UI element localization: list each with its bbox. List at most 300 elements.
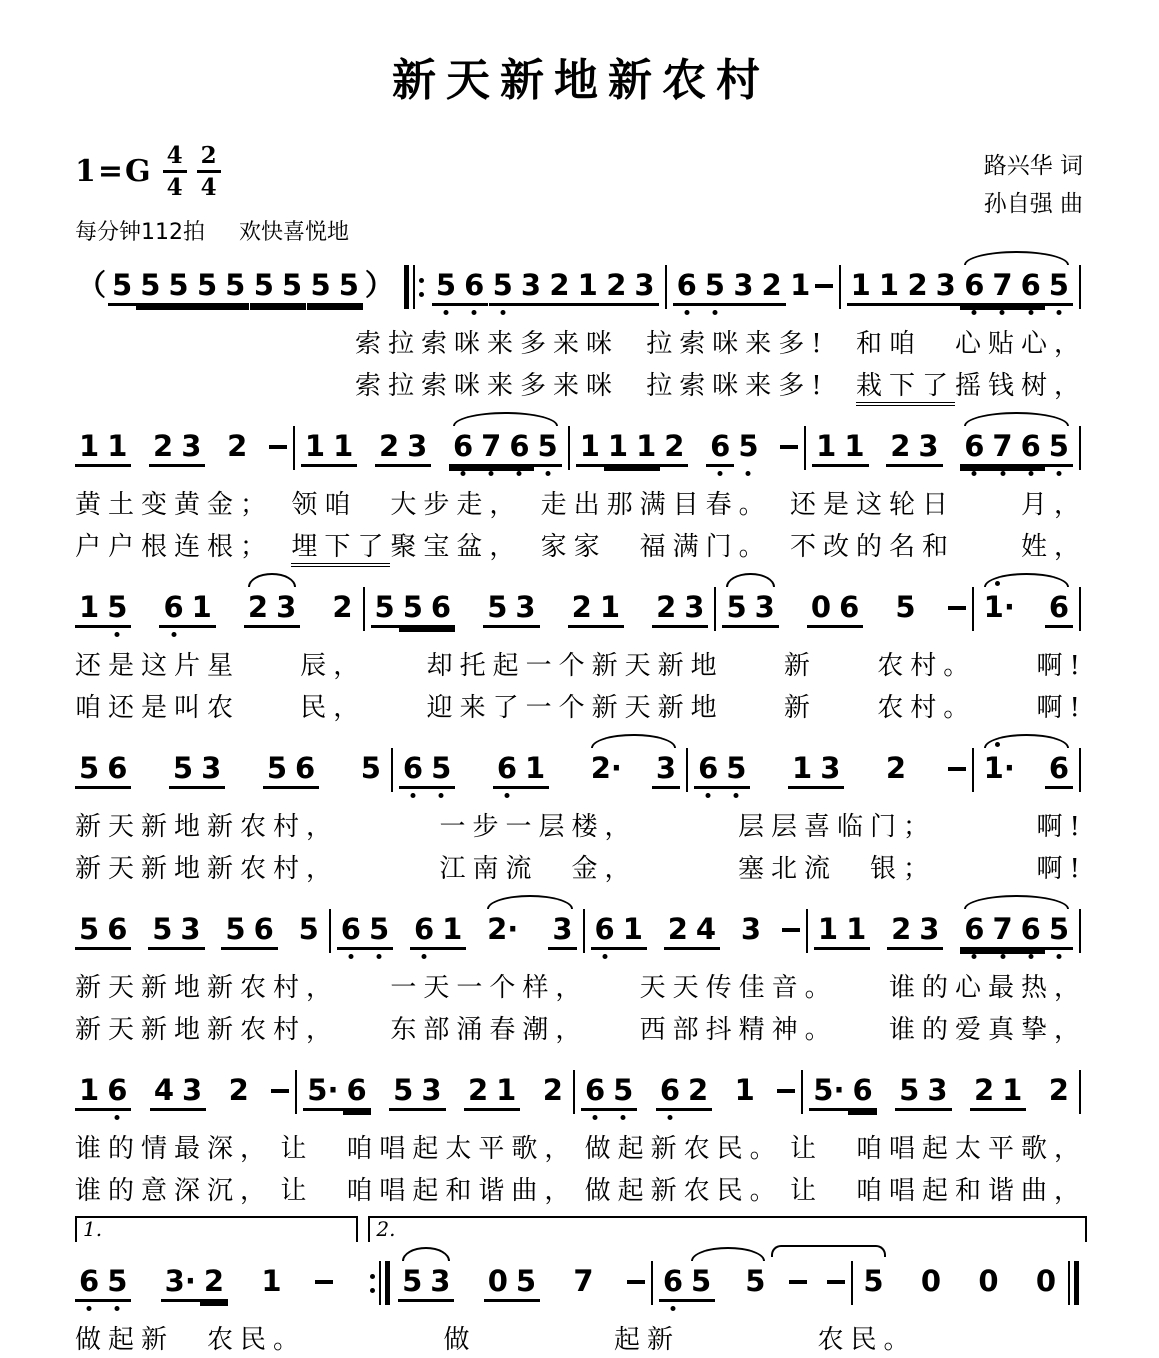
lyric-segment: 新天新地新农村， (75, 1014, 340, 1045)
note: 1 (632, 428, 660, 467)
note: 5 (432, 267, 460, 306)
barline (568, 426, 570, 470)
system-3 (75, 572, 1087, 726)
barline (293, 426, 295, 470)
note: 6 (1045, 750, 1073, 789)
note: 2 (970, 1072, 998, 1111)
barline (391, 748, 393, 792)
lyric-segment: 做起新农民。 (584, 1175, 783, 1206)
lyric-segment: 却托起一个新天新地 (426, 650, 724, 681)
note: 2 (886, 428, 914, 467)
lyric-segment: 栽下了摇钱树， (856, 365, 1087, 402)
note: 5 (75, 911, 103, 950)
lyric-segment: 还是这轮日 月， (789, 489, 1087, 520)
repeat-dot (370, 1288, 375, 1293)
duration-dash (315, 1280, 333, 1284)
tempo-marking: 每分钟112拍 (75, 220, 205, 245)
lyric-segment: 谁的心最热， (888, 972, 1087, 1003)
note: 5 (512, 1263, 540, 1302)
key-signature: 1=G (75, 154, 153, 189)
note: 6 (1017, 267, 1045, 306)
lyric-segment: 谁的爱真挚， (888, 1014, 1087, 1045)
notes-row (75, 250, 1087, 320)
note: 0 (920, 1264, 942, 1298)
barline (1079, 1070, 1081, 1114)
note: 5 (734, 428, 762, 464)
lyric-segment: 谁的情最深， (75, 1133, 274, 1164)
note: 2 (545, 267, 573, 306)
slur-group (483, 911, 576, 950)
thin-bar (1068, 1261, 1070, 1305)
system-7 (75, 1216, 1087, 1358)
note: 6 (835, 589, 863, 628)
lyric-segment: 让 咱唱起和谐曲， (280, 1175, 578, 1206)
notes-row (75, 733, 1087, 803)
note: 5 (534, 428, 562, 467)
note: 6 (103, 750, 131, 789)
note: 1 (596, 589, 624, 628)
lyric-segment: 起新 (613, 1324, 680, 1355)
lyric-segment: 啊! (1036, 692, 1087, 723)
slur-group (960, 267, 1073, 306)
note: 1 (75, 589, 103, 628)
lyric-line-1 (355, 320, 1087, 362)
note: 1 (812, 428, 840, 467)
note: 1 (103, 428, 131, 467)
note: 5 (298, 912, 319, 946)
lyric-segment: 新 (783, 692, 817, 723)
lyric-segment: 新天新地新农村， (75, 853, 340, 884)
note: 6 (250, 911, 278, 950)
note: 3 (426, 1263, 454, 1302)
lyric-segment: 农村。 (877, 650, 977, 681)
note: 2 (228, 1073, 249, 1107)
note: 5 (722, 750, 750, 789)
note: 6 (291, 750, 319, 789)
system-1 (75, 250, 1087, 404)
tempo-row (75, 215, 1087, 246)
lyric-segment: 领咱 大步走， (291, 489, 523, 520)
note: 1 (875, 267, 903, 306)
note: 0 (1035, 1264, 1057, 1298)
system-6 (75, 1055, 1087, 1209)
note: 5 (1045, 911, 1073, 950)
note: 3 (517, 267, 545, 306)
note: 0 (807, 589, 835, 628)
lyric-segment: 新天新地新农村， (75, 811, 340, 842)
note: 5 (895, 1072, 923, 1111)
slur-group (244, 589, 300, 628)
note: 5 (863, 1264, 884, 1298)
note: 1 (604, 428, 632, 467)
note: 5 (360, 751, 381, 785)
barline (573, 1070, 575, 1114)
note: 2 (244, 589, 272, 628)
lyric-segment: 层层喜临门； (738, 811, 937, 842)
time-signature-2 (197, 144, 221, 199)
note: 1 (847, 267, 875, 306)
note: 6 (591, 911, 619, 950)
parenthesis-symbol: （ (77, 268, 107, 302)
note: 3 (630, 267, 658, 306)
notes-row (75, 572, 1087, 642)
note: 2 (758, 267, 786, 306)
note: 7 (988, 267, 1016, 306)
lyric-segment: 民， (300, 692, 367, 723)
time-signature-2-numerator: 2 (197, 144, 221, 173)
lyric-segment: 索拉索咪来多来咪 (355, 370, 620, 401)
note: 5 (221, 267, 249, 306)
parenthesis-symbol: ） (364, 268, 394, 302)
note: 7 (988, 428, 1016, 467)
lyric-line-1 (75, 964, 1087, 1006)
barline (839, 265, 841, 309)
lyric-segment: 埋下了聚宝盆， (291, 526, 522, 563)
barline (665, 265, 667, 309)
lyric-segment: 拉索咪来多! (646, 328, 829, 359)
note: 1 (492, 1072, 520, 1111)
lyric-segment: 让 咱唱起太平歌， (280, 1133, 578, 1164)
thick-bar (385, 1261, 390, 1305)
time-signature-2-denominator: 4 (200, 174, 217, 201)
lyric-segment: 黄土变黄金； (75, 489, 274, 520)
note: 3 (548, 911, 576, 950)
note: 5 (1045, 428, 1073, 467)
barline (972, 748, 974, 792)
note: 6 (1045, 589, 1073, 628)
note: 1 (998, 1072, 1026, 1111)
note: 0 (978, 1264, 999, 1298)
note: 4 (692, 911, 720, 950)
barline (583, 909, 585, 953)
lyric-segment: 索拉索咪来多来咪 (355, 328, 620, 359)
note: 2 (664, 911, 692, 950)
note: 6 (1017, 428, 1045, 467)
note: 5 (164, 267, 192, 306)
note: 5 (263, 750, 291, 789)
note: 6 (103, 911, 131, 950)
notes-row (75, 1246, 1087, 1316)
duration-dash (789, 1280, 807, 1284)
lyric-segment: 不改的名和 姓， (789, 531, 1087, 562)
note: 5 (365, 911, 393, 950)
lyric-segment: 和咱 心贴心， (855, 328, 1087, 359)
lyric-line-2 (75, 523, 1087, 565)
barline (295, 1070, 297, 1114)
note: 5 (335, 267, 363, 306)
lyric-line-1 (75, 1125, 1087, 1167)
lyric-line-2 (75, 684, 1087, 726)
lyric-segment: 还是这片星 (75, 650, 241, 681)
repeat-dots (419, 278, 424, 297)
repeat-dot (419, 292, 424, 297)
note: 1 (188, 589, 216, 628)
repeat-dot (419, 278, 424, 283)
lyric-segment: 迎来了一个新天新地 (426, 692, 724, 723)
note: 3 (417, 1072, 445, 1111)
note: 2· (590, 751, 622, 785)
note: 3 (403, 428, 431, 467)
repeat-dots (370, 1274, 375, 1293)
lyric-segment: 谁的意深沉， (75, 1175, 274, 1206)
duration-dash (627, 1280, 645, 1284)
lyric-segment: 东部涌春潮， (390, 1014, 589, 1045)
note: 2 (375, 428, 403, 467)
final-barline (1068, 1261, 1079, 1305)
system-2 (75, 411, 1087, 565)
barline (1079, 748, 1081, 792)
slur-group (398, 1263, 454, 1302)
note: 5· (809, 1072, 848, 1111)
note: 5 (75, 750, 103, 789)
lyric-segment: 一步一层楼， (439, 811, 638, 842)
note: 3 (197, 750, 225, 789)
notes-row (75, 411, 1087, 481)
lyric-segment: 户户根连根； (75, 531, 274, 562)
note: 7 (477, 428, 505, 467)
note: 3 (652, 750, 680, 789)
barline (714, 587, 716, 631)
barline (329, 909, 331, 953)
note: 0 (484, 1263, 512, 1302)
note: 7 (988, 911, 1016, 950)
time-signature-1-numerator: 4 (163, 144, 187, 173)
note: 2 (464, 1072, 492, 1111)
note: 6 (399, 750, 427, 789)
lyric-line-1 (75, 803, 1087, 845)
lyric-segment: 天天传佳音。 (639, 972, 838, 1003)
note: 5 (250, 267, 278, 306)
note: 5 (371, 589, 399, 628)
note: 1 (619, 911, 647, 950)
note: 5 (307, 267, 335, 306)
note: 2 (887, 911, 915, 950)
slur-group (960, 428, 1073, 467)
lyric-segment: 做 (443, 1324, 477, 1355)
note: 3 (740, 912, 762, 946)
note: 6 (410, 911, 438, 950)
lyric-segment: 农村。 (877, 692, 977, 723)
note: 5 (399, 589, 427, 628)
note: 1 (788, 750, 816, 789)
note: 4 (150, 1072, 178, 1111)
slur-group (722, 589, 778, 628)
slur-group (449, 428, 562, 467)
note: 6 (706, 428, 734, 467)
note: 6 (460, 267, 488, 306)
system-5 (75, 894, 1087, 1048)
note: 6 (960, 267, 988, 306)
lyric-segment: 做起新 农民。 (75, 1324, 307, 1355)
lyric-line-1 (75, 642, 1087, 684)
note: 1 (842, 911, 870, 950)
note: 1 (814, 911, 842, 950)
note: 1 (521, 750, 549, 789)
lyricist-credit: 路兴华 词 (983, 153, 1083, 179)
duration-dash (780, 445, 798, 449)
lyric-underlined: 埋下了 (291, 532, 390, 567)
note: 6 (343, 1072, 371, 1111)
volta-label-2: 2. (376, 1217, 396, 1241)
repeat-open-barline (404, 265, 424, 309)
duration-dash (269, 445, 287, 449)
note: 1 (261, 1264, 282, 1298)
time-signature-1-denominator: 4 (166, 174, 183, 201)
barline (806, 909, 808, 953)
barline (851, 1261, 853, 1305)
note: 6 (1017, 911, 1045, 950)
note: 6 (159, 589, 187, 628)
note: 3 (729, 267, 757, 306)
note: 1 (734, 1073, 755, 1107)
note: 1 (75, 428, 103, 467)
note: 6 (673, 267, 701, 306)
slur-group (980, 589, 1073, 628)
note: 1 (75, 1072, 103, 1111)
note: 3 (511, 589, 539, 628)
lyric-segment: 啊! (1036, 650, 1087, 681)
note: 6 (449, 428, 477, 467)
note: 6 (659, 1263, 687, 1302)
note: 5 (427, 750, 455, 789)
tie-group (769, 1263, 887, 1305)
lyric-line-2 (75, 845, 1087, 887)
slur-group (960, 911, 1073, 950)
slur-group (980, 750, 1073, 789)
lyric-segment: 做起新农民。 (584, 1133, 783, 1164)
note: 5 (169, 750, 197, 789)
note: 2 (568, 589, 596, 628)
note: 1· (980, 750, 1019, 786)
note: 5 (103, 589, 131, 628)
lyric-segment: 走出那满目春。 (540, 489, 772, 520)
barline (972, 587, 974, 631)
notes-row (75, 894, 1087, 964)
note: 5 (609, 1072, 637, 1111)
note: 5 (193, 267, 221, 306)
note: 5 (398, 1263, 426, 1302)
repeat-close-barline (370, 1261, 390, 1305)
lyric-segment: 让 咱唱起和谐曲， (789, 1175, 1087, 1206)
note: 2 (660, 428, 688, 467)
time-signature-1 (163, 144, 187, 199)
note: 3 (932, 267, 960, 306)
note: 2 (200, 1263, 228, 1302)
song-title: 新天新地新农村 (392, 55, 770, 106)
duration-dash (271, 1089, 289, 1093)
note: 2 (903, 267, 931, 306)
note: 3 (176, 911, 204, 950)
note: 5 (701, 267, 729, 306)
note: 3 (915, 911, 943, 950)
thick-bar (1074, 1261, 1079, 1305)
note: 2 (227, 429, 248, 463)
note: 5 (389, 1072, 417, 1111)
note: 5 (1045, 267, 1073, 306)
note: 2 (652, 589, 680, 628)
note: 6 (960, 911, 988, 950)
note: 1 (438, 911, 466, 950)
note: 5 (136, 267, 164, 306)
note: 1 (574, 267, 602, 306)
note: 5 (148, 911, 176, 950)
lyric-segment: 塞北流 银； (738, 853, 937, 884)
note: 5 (483, 589, 511, 628)
slur-group (687, 1263, 769, 1302)
note: 6 (694, 750, 722, 789)
note: 6 (848, 1072, 876, 1111)
note: 6 (493, 750, 521, 789)
note: 5 (278, 267, 306, 306)
note: 2 (542, 1073, 563, 1107)
note: 5 (103, 1263, 131, 1302)
duration-dash (782, 928, 800, 932)
note: 2 (684, 1072, 712, 1111)
note: 5 (745, 1264, 766, 1298)
duration-dash (777, 1089, 795, 1093)
barline (651, 1261, 653, 1305)
note: 3 (751, 589, 779, 628)
note: 3 (177, 428, 205, 467)
lyric-segment: 辰， (300, 650, 367, 681)
barline (686, 748, 688, 792)
note: 3 (680, 589, 708, 628)
duration-dash (948, 767, 966, 771)
lyric-segment: 让 咱唱起太平歌， (789, 1133, 1087, 1164)
lyric-underlined: 栽下了 (856, 371, 955, 406)
note: 2 (885, 751, 907, 785)
composer-credit: 孙自强 曲 (983, 190, 1083, 217)
score-header (75, 142, 1087, 245)
lyric-segment: 家家 福满门。 (540, 531, 772, 562)
volta-bracket-first-ending (75, 1216, 358, 1242)
note: 6 (656, 1072, 684, 1111)
lyric-segment: 新 (783, 650, 817, 681)
note: 1 (576, 428, 604, 467)
note: 1 (840, 428, 868, 467)
note: 3 (816, 750, 844, 789)
note: 3· (161, 1263, 200, 1302)
notes-row (75, 1055, 1087, 1125)
note: 7 (573, 1264, 594, 1298)
lyric-segment: 新天新地新农村， (75, 972, 340, 1003)
barline (801, 1070, 803, 1114)
note: 5 (722, 589, 750, 628)
note: 5 (108, 267, 136, 306)
note: 2 (149, 428, 177, 467)
note: 3 (914, 428, 942, 467)
note: 3 (178, 1072, 206, 1111)
note: 6 (427, 589, 455, 628)
slur-group (587, 750, 680, 789)
thin-bar (379, 1261, 381, 1305)
lyric-line-2 (75, 1167, 1087, 1209)
lyric-segment: 拉索咪来多! (646, 370, 829, 401)
note: 6 (505, 428, 533, 467)
barline (804, 426, 806, 470)
thin-bar (413, 265, 415, 309)
mood-marking: 欢快喜悦地 (239, 220, 350, 245)
lyric-segment: 咱还是叫农 (75, 692, 241, 723)
note: 6 (960, 428, 988, 467)
note: 2 (602, 267, 630, 306)
note: 6 (75, 1263, 103, 1302)
note: 1 (329, 428, 357, 467)
key-signature-row (75, 144, 1087, 199)
barline (1079, 587, 1081, 631)
lyric-segment: 一天一个样， (390, 972, 589, 1003)
volta-label-1: 1. (83, 1217, 103, 1241)
